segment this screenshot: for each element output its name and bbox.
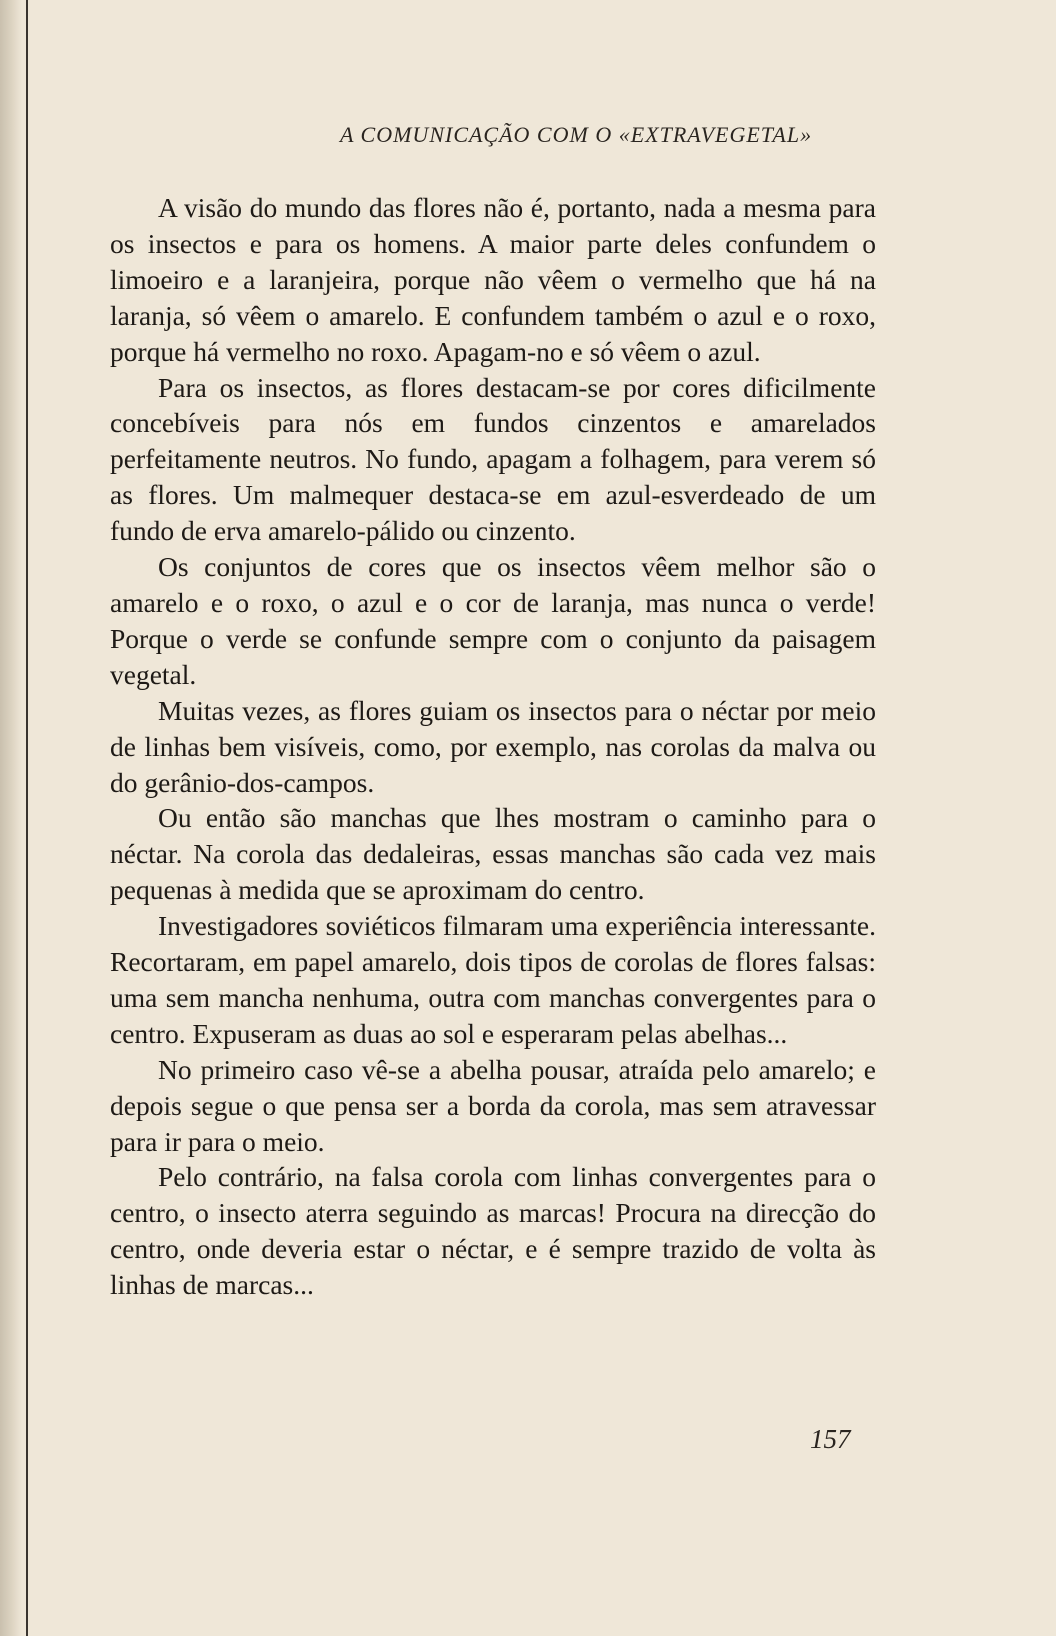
book-spine-shadow <box>0 0 22 1636</box>
paragraph: Muitas vezes, as flores guiam os insectos para o néctar por meio de linhas bem visíveis, como, por exemplo, nas corolas da malva ou do gerânio-dos-campos. <box>110 694 876 798</box>
paragraph: A visão do mundo das flores não é, portanto, nada a mesma para os insectos e para os homens. A maior parte deles confundem o limoeiro e a laranjeira, porque não vêem o vermelho que há na laranja, só vêem o amarelo. E confundem também o azul e o roxo, porque há vermelho no roxo. Apagam-no e só vêem o azul. <box>110 192 876 367</box>
paragraph: Ou então são manchas que lhes mostram o caminho para o néctar. Na corola das dedaleiras, essas manchas são cada vez mais pequenas à medida que se aproximam do centro. <box>110 802 876 906</box>
page-number: 157 <box>810 1424 851 1454</box>
paragraph: Os conjuntos de cores que os insectos vêem melhor são o amarelo e o roxo, o azul e o cor de laranja, mas nunca o verde! Porque o verde se confunde sempre com o conjunto da paisagem vegetal. <box>110 551 876 690</box>
paragraph: Investigadores soviéticos filmaram uma experiência interessante. Recortaram, em papel amarelo, dois tipos de corolas de flores falsas: uma sem mancha nenhuma, outra com manchas convergentes para o centro. Expuseram as duas ao sol e esperaram pelas abelhas... <box>110 910 876 1049</box>
body-text <box>110 190 876 1303</box>
page-edge-line <box>26 0 28 1636</box>
running-head: A COMUNICAÇÃO COM O «EXTRAVEGETAL» <box>340 122 813 147</box>
paragraph: No primeiro caso vê-se a abelha pousar, atraída pelo amarelo; e depois segue o que pensa ser a borda da corola, mas sem atravessar para ir para o meio. <box>110 1053 876 1157</box>
paragraph: Para os insectos, as flores destacam-se por cores dificilmente concebíveis para nós em fundos cinzentos e amarelados perfeitamente neutros. No fundo, apagam a folhagem, para verem só as flores. Um malmequer destaca-se em azul-esverdeado de um fundo de erva amarelo-pálido ou cinzento. <box>110 371 876 547</box>
paragraph: Pelo contrário, na falsa corola com linhas convergentes para o centro, o insecto aterra seguindo as marcas! Procura na direcção do centro, onde deveria estar o néctar, e é sempre trazido de volta às linhas de marcas... <box>110 1161 876 1301</box>
